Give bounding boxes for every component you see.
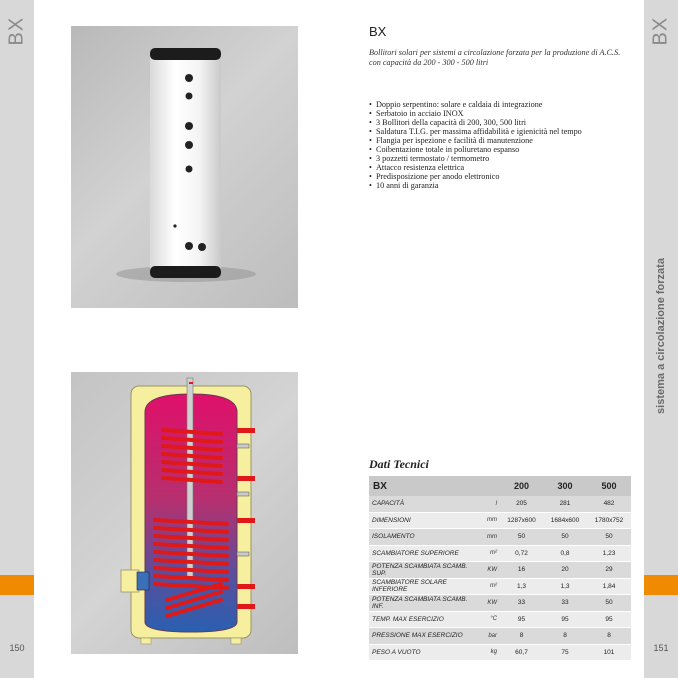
cell-value: 1780x752 xyxy=(587,512,631,529)
cell-value: 1,23 xyxy=(587,545,631,562)
cell-value: 95 xyxy=(500,611,543,628)
cell-value: 1,84 xyxy=(587,578,631,595)
row-unit: KW xyxy=(474,562,500,579)
left-tab-accent xyxy=(0,575,34,595)
feature-item: • Saldatura T.I.G. per massima affidabilità e igienicità nel tempo xyxy=(369,127,639,136)
feature-item: • Attacco resistenza elettrica xyxy=(369,163,639,172)
feature-item: • 10 anni di garanzia xyxy=(369,181,639,190)
table-header-model: BX xyxy=(369,476,474,496)
boiler-tank-image xyxy=(71,26,298,308)
table-header-200: 200 xyxy=(500,476,543,496)
cell-value: 0,72 xyxy=(500,545,543,562)
cell-value: 50 xyxy=(587,529,631,546)
feature-item: • 3 Bollitori della capacità di 200, 300, 500 litri xyxy=(369,118,639,127)
table-row xyxy=(369,512,631,529)
row-label: SCAMBIATORE SOLARE INFERIORE xyxy=(369,578,474,595)
table-row xyxy=(369,628,631,645)
feature-item: • Serbatoio in acciaio INOX xyxy=(369,109,639,118)
feature-item: • Coibentazione totale in poliuretano espanso xyxy=(369,145,639,154)
right-page-number: 151 xyxy=(653,643,669,653)
product-subtitle: Bollitori solari per sistemi a circolazione forzata per la produzione di A.C.S. con capacità da 200 - 300 - 500 litri xyxy=(369,48,621,67)
table-row xyxy=(369,562,631,579)
table-header-unit xyxy=(474,476,500,496)
right-tab-code: BX xyxy=(649,16,672,46)
cell-value: 101 xyxy=(587,644,631,661)
cell-value: 33 xyxy=(543,595,587,612)
left-page-number: 150 xyxy=(9,643,25,653)
row-label: ISOLAMENTO xyxy=(369,529,474,546)
tech-data-table xyxy=(369,476,631,661)
product-photo xyxy=(71,26,298,308)
table-row xyxy=(369,644,631,661)
cell-value: 8 xyxy=(543,628,587,645)
tank-section-image xyxy=(71,372,298,654)
table-row xyxy=(369,595,631,612)
row-label: CAPACITÀ xyxy=(369,496,474,512)
feature-item: • Doppio serpentino: solare e caldaia di integrazione xyxy=(369,100,639,109)
left-page-tab xyxy=(0,0,34,678)
row-label: SCAMBIATORE SUPERIORE xyxy=(369,545,474,562)
cell-value: 281 xyxy=(543,496,587,512)
cell-value: 16 xyxy=(500,562,543,579)
cell-value: 0,8 xyxy=(543,545,587,562)
cell-value: 29 xyxy=(587,562,631,579)
row-unit: mm xyxy=(474,529,500,546)
row-unit: KW xyxy=(474,595,500,612)
right-tab-accent xyxy=(644,575,678,595)
table-header-300: 300 xyxy=(543,476,587,496)
cell-value: 1,3 xyxy=(543,578,587,595)
row-unit: °C xyxy=(474,611,500,628)
feature-item: • Flangia per ispezione e facilità di manutenzione xyxy=(369,136,639,145)
cross-section-diagram xyxy=(71,372,298,654)
row-label: POTENZA SCAMBIATA SCAMB. INF. xyxy=(369,595,474,612)
cell-value: 60,7 xyxy=(500,644,543,661)
cell-value: 95 xyxy=(587,611,631,628)
row-label: TEMP. MAX ESERCIZIO xyxy=(369,611,474,628)
cell-value: 1287x600 xyxy=(500,512,543,529)
table-header-500: 500 xyxy=(587,476,631,496)
feature-item: • 3 pozzetti termostato / termometro xyxy=(369,154,639,163)
row-label: PRESSIONE MAX ESERCIZIO xyxy=(369,628,474,645)
left-tab-code: BX xyxy=(5,16,28,46)
cell-value: 50 xyxy=(543,529,587,546)
row-label: PESO A VUOTO xyxy=(369,644,474,661)
cell-value: 95 xyxy=(543,611,587,628)
row-label: DIMENSIONI xyxy=(369,512,474,529)
row-unit: m² xyxy=(474,578,500,595)
cell-value: 50 xyxy=(500,529,543,546)
table-row xyxy=(369,578,631,595)
feature-list xyxy=(369,100,639,190)
row-unit: kg xyxy=(474,644,500,661)
table-row xyxy=(369,611,631,628)
cell-value: 33 xyxy=(500,595,543,612)
tech-data-heading: Dati Tecnici xyxy=(369,457,429,471)
row-unit: m² xyxy=(474,545,500,562)
cell-value: 482 xyxy=(587,496,631,512)
cell-value: 1684x600 xyxy=(543,512,587,529)
cell-value: 20 xyxy=(543,562,587,579)
cell-value: 75 xyxy=(543,644,587,661)
row-unit: bar xyxy=(474,628,500,645)
cell-value: 50 xyxy=(587,595,631,612)
right-page-tab xyxy=(644,0,678,678)
table-row xyxy=(369,545,631,562)
cell-value: 8 xyxy=(500,628,543,645)
cell-value: 205 xyxy=(500,496,543,512)
cell-value: 1,3 xyxy=(500,578,543,595)
product-title: BX xyxy=(369,24,387,39)
section-label: sistema a circolazione forzata xyxy=(655,258,667,414)
table-row xyxy=(369,496,631,512)
table-header-row xyxy=(369,476,631,496)
row-unit: mm xyxy=(474,512,500,529)
row-label: POTENZA SCAMBIATA SCAMB. SUP. xyxy=(369,562,474,579)
cell-value: 8 xyxy=(587,628,631,645)
feature-item: • Predisposizione per anodo elettronico xyxy=(369,172,639,181)
row-unit: l xyxy=(474,496,500,512)
table-row xyxy=(369,529,631,546)
